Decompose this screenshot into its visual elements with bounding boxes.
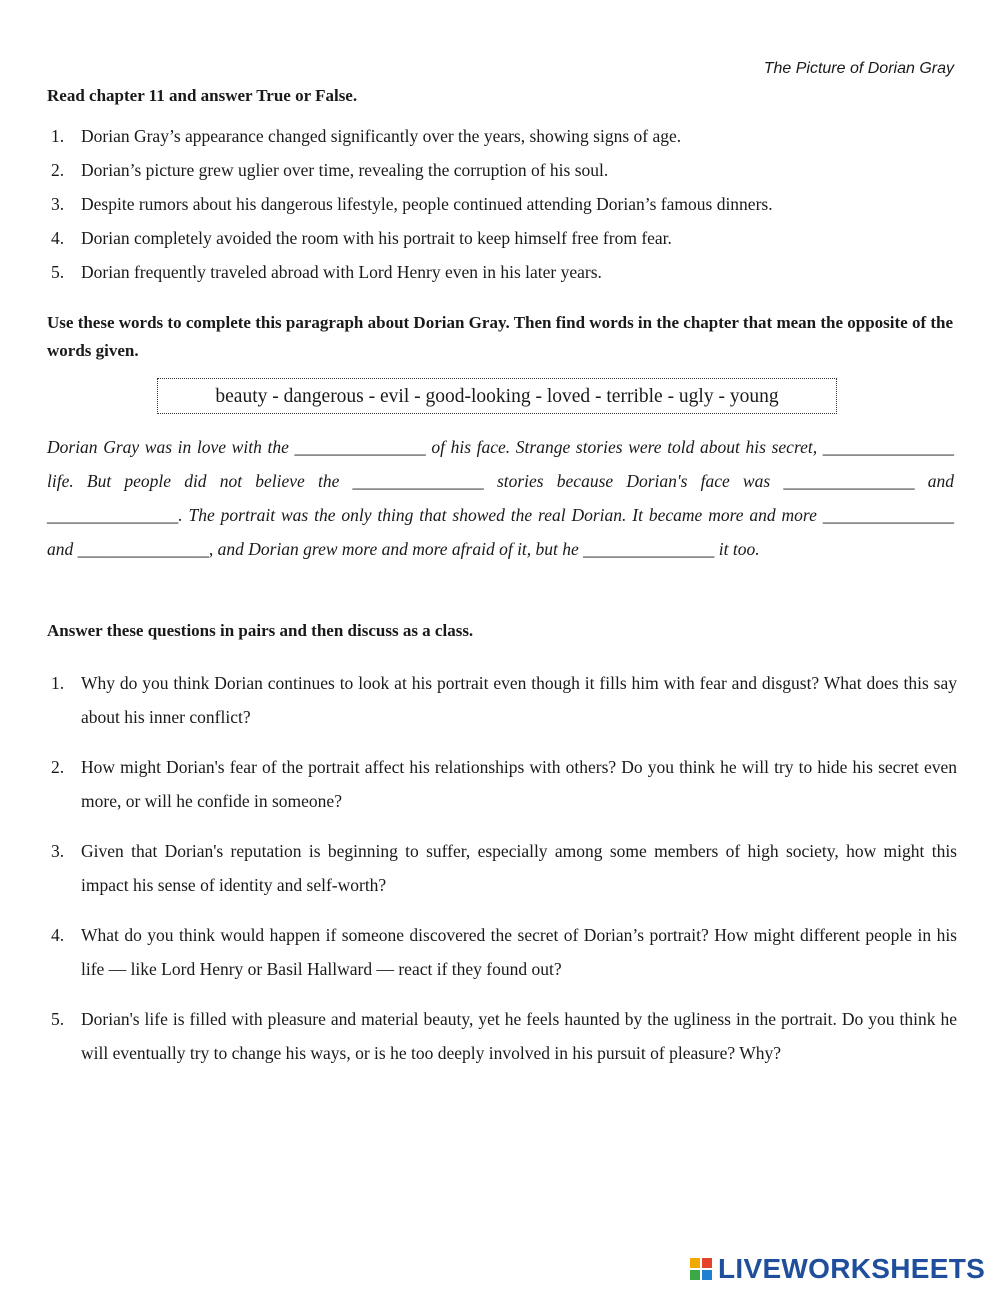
item-text: Given that Dorian's reputation is beginning to suffer, especially among some members of high society, how might this impact his sense of identity and self-worth? xyxy=(81,841,957,895)
item-number: 5. xyxy=(51,262,65,282)
item-text: Dorian completely avoided the room with his portrait to keep himself free from fear. xyxy=(81,228,672,248)
item-text: Why do you think Dorian continues to look at his portrait even though it fills him with fear and disgust? What does this say about his inner conflict? xyxy=(81,673,957,727)
logo-square-icon xyxy=(690,1270,700,1280)
list-item xyxy=(47,224,957,258)
list-item xyxy=(47,666,957,734)
list-item xyxy=(47,258,957,292)
item-number: 5. xyxy=(51,1009,65,1029)
word-bank: beauty - dangerous - evil - good-looking - loved - terrible - ugly - young xyxy=(157,378,837,414)
section-discussion-heading: Answer these questions in pairs and then discuss as a class. xyxy=(47,621,474,640)
item-text: Dorian frequently traveled abroad with Lord Henry even in his later years. xyxy=(81,262,602,282)
item-number: 4. xyxy=(51,228,65,248)
item-number: 1. xyxy=(51,126,65,146)
fill-in-paragraph: Dorian Gray was in love with the _______________ of his face. Strange stories were told about his secret, _______________ life. But people did not believe the _______________ stories because Dorian's face was _______________ and _______________. The portrait was the only thing that showed the real Dorian. It became more and more _______________ and _______________, and Dorian grew more and more afraid of it, but he _______________ it too. xyxy=(47,437,954,559)
item-text: How might Dorian's fear of the portrait affect his relationships with others? Do you think he will try to hide his secret even more, or will he confide in someone? xyxy=(81,757,957,811)
logo-square-icon xyxy=(690,1258,700,1268)
item-text: Despite rumors about his dangerous lifestyle, people continued attending Dorian’s famous dinners. xyxy=(81,194,773,214)
list-item xyxy=(47,918,957,986)
item-text: Dorian's life is filled with pleasure and material beauty, yet he feels haunted by the ugliness in the portrait. Do you think he will eventually try to change his ways, or is he too deeply involved in his pursuit of pleasure? Why? xyxy=(81,1009,957,1063)
item-number: 1. xyxy=(51,673,65,693)
item-text: Dorian’s picture grew uglier over time, revealing the corruption of his soul. xyxy=(81,160,609,180)
logo-icon xyxy=(690,1258,712,1280)
item-number: 2. xyxy=(51,757,65,777)
item-text: Dorian Gray’s appearance changed significantly over the years, showing signs of age. xyxy=(81,126,682,146)
logo-text: LIVEWORKSHEETS xyxy=(718,1253,986,1284)
item-number: 3. xyxy=(51,194,65,214)
list-item xyxy=(47,834,957,902)
list-item xyxy=(47,750,957,818)
true-false-list xyxy=(47,122,957,292)
item-number: 4. xyxy=(51,925,65,945)
liveworksheets-logo xyxy=(690,1253,985,1285)
list-item xyxy=(47,156,957,190)
document-title: The Picture of Dorian Gray xyxy=(763,60,954,77)
section-paragraph-heading: Use these words to complete this paragraph about Dorian Gray. Then find words in the chapter that mean the opposite of the words given. xyxy=(47,313,954,360)
item-text: What do you think would happen if someone discovered the secret of Dorian’s portrait? How might different people in his life — like Lord Henry or Basil Hallward — react if they found out? xyxy=(81,925,957,979)
logo-square-icon xyxy=(702,1270,712,1280)
list-item xyxy=(47,1002,957,1070)
section-true-false-heading: Read chapter 11 and answer True or False. xyxy=(47,86,358,105)
item-number: 2. xyxy=(51,160,65,180)
list-item xyxy=(47,122,957,156)
logo-square-icon xyxy=(702,1258,712,1268)
list-item xyxy=(47,190,957,224)
discussion-list xyxy=(47,666,957,1086)
item-number: 3. xyxy=(51,841,65,861)
